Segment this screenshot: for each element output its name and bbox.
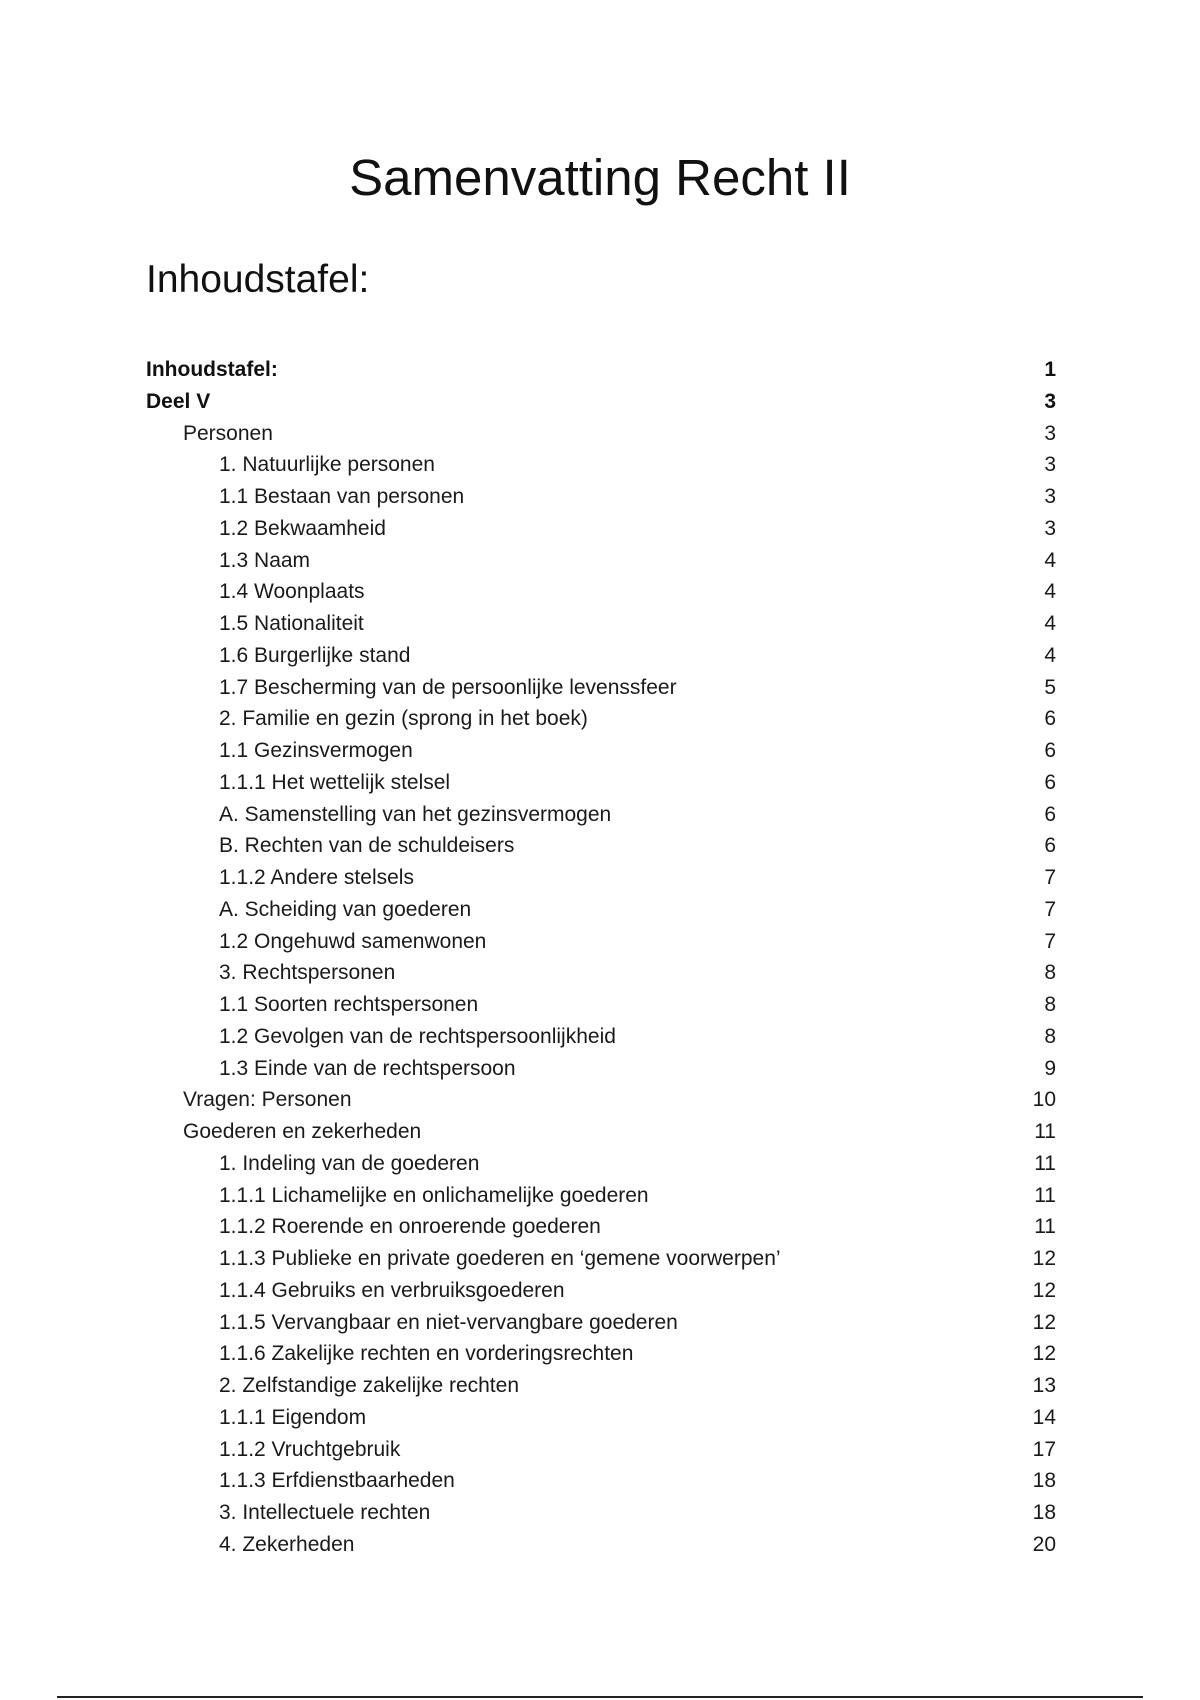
toc-entry[interactable] (146, 830, 1056, 862)
toc-entry-page-number[interactable]: 3 (1044, 453, 1056, 477)
toc-entry-title[interactable]: 1.3 Naam (219, 548, 311, 572)
toc-entry-page-number[interactable]: 8 (1044, 993, 1056, 1016)
toc-entry[interactable] (146, 418, 1056, 450)
toc-entry-page-number[interactable]: 12 (1032, 1247, 1056, 1270)
toc-entry-page-number[interactable]: 11 (1034, 1151, 1056, 1175)
toc-entry[interactable] (146, 576, 1056, 608)
toc-entry[interactable] (146, 608, 1056, 640)
toc-entry[interactable] (146, 640, 1056, 672)
toc-entry-page-number[interactable]: 10 (1032, 1088, 1056, 1112)
toc-entry[interactable] (146, 894, 1056, 926)
toc-entry-page-number[interactable]: 13 (1032, 1374, 1056, 1397)
toc-entry[interactable] (146, 1465, 1056, 1497)
toc-entry-page-number[interactable]: 18 (1032, 1469, 1056, 1493)
toc-entry-page-number[interactable]: 17 (1032, 1437, 1056, 1461)
toc-entry-page-number[interactable]: 6 (1044, 770, 1056, 794)
toc-entry-title[interactable]: 1.1.1 Eigendom (219, 1405, 367, 1429)
toc-entry[interactable] (146, 545, 1056, 577)
toc-entry-title[interactable]: B. Rechten van de schuldeisers (219, 834, 515, 858)
toc-entry-title[interactable]: 1.5 Nationaliteit (219, 612, 364, 635)
toc-entry-page-number[interactable]: 14 (1032, 1405, 1056, 1429)
toc-entry[interactable] (146, 449, 1056, 481)
toc-entry-page-number[interactable]: 3 (1044, 485, 1056, 508)
toc-entry-title[interactable]: 1.7 Bescherming van de persoonlijke levenssfeer (219, 675, 677, 699)
toc-entry-page-number[interactable]: 12 (1032, 1342, 1056, 1366)
toc-entry-title[interactable]: 3. Intellectuele rechten (219, 1501, 431, 1524)
toc-entry-page-number[interactable]: 3 (1044, 421, 1056, 445)
toc-entry-title[interactable]: 1.1.4 Gebruiks en verbruiksgoederen (219, 1278, 565, 1302)
toc-entry-page-number[interactable]: 12 (1032, 1278, 1056, 1302)
toc-entry-title[interactable]: 1.1.2 Vruchtgebruik (219, 1437, 401, 1461)
toc-entry-title[interactable]: 1.3 Einde van de rechtspersoon (219, 1056, 516, 1080)
table-of-contents (146, 354, 1056, 1561)
toc-entry[interactable] (146, 513, 1056, 545)
toc-entry-title[interactable]: 1.2 Gevolgen van de rechtspersoonlijkheid (219, 1024, 616, 1048)
toc-entry-title[interactable]: 2. Zelfstandige zakelijke rechten (219, 1374, 519, 1397)
toc-entry-page-number[interactable]: 5 (1044, 675, 1056, 699)
toc-entry[interactable] (146, 989, 1056, 1021)
toc-entry-title[interactable]: 1.1.3 Erfdienstbaarheden (219, 1469, 455, 1493)
toc-entry[interactable] (146, 1497, 1056, 1529)
toc-entry[interactable] (146, 672, 1056, 704)
toc-entry-page-number[interactable]: 11 (1034, 1183, 1056, 1207)
toc-entry-title[interactable]: Deel V (146, 389, 211, 413)
toc-entry-title[interactable]: 1.4 Woonplaats (219, 580, 365, 604)
toc-entry-page-number[interactable]: 11 (1034, 1215, 1056, 1239)
toc-entry[interactable] (146, 1529, 1056, 1561)
toc-entry[interactable] (146, 1338, 1056, 1370)
toc-entry-page-number[interactable]: 7 (1044, 897, 1056, 921)
toc-entry[interactable] (146, 1084, 1056, 1116)
toc-entry-title[interactable]: 1.1.2 Andere stelsels (219, 866, 414, 889)
toc-entry-page-number[interactable]: 4 (1044, 612, 1056, 635)
toc-entry[interactable] (146, 1370, 1056, 1402)
toc-entry[interactable] (146, 354, 1056, 386)
toc-entry-title[interactable]: A. Scheiding van goederen (219, 897, 472, 921)
toc-entry[interactable] (146, 1402, 1056, 1434)
toc-entry-title[interactable]: 2. Familie en gezin (sprong in het boek) (219, 707, 588, 731)
toc-entry[interactable] (146, 1434, 1056, 1466)
toc-entry-page-number[interactable]: 1 (1044, 358, 1056, 381)
toc-entry-page-number[interactable]: 20 (1032, 1532, 1056, 1556)
toc-entry-page-number[interactable]: 12 (1032, 1310, 1056, 1334)
toc-entry-title[interactable]: 1.1.3 Publieke en private goederen en ‘gemene voorwerpen’ (219, 1247, 781, 1270)
toc-entry-title[interactable]: 1.1.2 Roerende en onroerende goederen (219, 1215, 601, 1239)
toc-entry-page-number[interactable]: 3 (1044, 389, 1056, 413)
document-title: Samenvatting Recht II (349, 149, 851, 206)
toc-entry-page-number[interactable]: 8 (1044, 961, 1056, 985)
toc-entry-title[interactable]: 3. Rechtspersonen (219, 961, 396, 985)
toc-entry-page-number[interactable]: 7 (1044, 866, 1056, 889)
toc-entry[interactable] (146, 735, 1056, 767)
toc-entry[interactable] (146, 1180, 1056, 1212)
toc-entry-page-number[interactable]: 3 (1044, 516, 1056, 540)
toc-entry-page-number[interactable]: 11 (1034, 1120, 1056, 1143)
toc-entry[interactable] (146, 767, 1056, 799)
toc-entry-page-number[interactable]: 6 (1044, 707, 1056, 731)
toc-entry-title[interactable]: 1.1 Gezinsvermogen (219, 739, 413, 762)
toc-entry-title[interactable]: 1.1 Soorten rechtspersonen (219, 993, 479, 1016)
toc-entry-title[interactable]: 1.6 Burgerlijke stand (219, 643, 411, 667)
toc-entry-page-number[interactable]: 6 (1044, 834, 1056, 858)
toc-entry[interactable] (146, 1053, 1056, 1085)
toc-entry[interactable] (146, 386, 1056, 418)
toc-entry-title[interactable]: 1. Indeling van de goederen (219, 1151, 480, 1175)
toc-entry-title[interactable]: Inhoudstafel: (146, 358, 278, 381)
toc-entry[interactable] (146, 957, 1056, 989)
toc-entry-page-number[interactable]: 18 (1032, 1501, 1056, 1524)
toc-entry-title[interactable]: 1.1 Bestaan van personen (219, 485, 465, 508)
toc-entry-title[interactable]: 4. Zekerheden (219, 1532, 355, 1556)
toc-entry-page-number[interactable]: 7 (1044, 929, 1056, 953)
toc-entry-page-number[interactable]: 9 (1044, 1056, 1056, 1080)
toc-entry-title[interactable]: A. Samenstelling van het gezinsvermogen (219, 802, 612, 826)
toc-entry-title[interactable]: 1.1.5 Vervangbaar en niet-vervangbare goederen (219, 1310, 678, 1334)
toc-entry-page-number[interactable]: 8 (1044, 1024, 1056, 1048)
toc-entry-page-number[interactable]: 4 (1044, 643, 1056, 667)
toc-entry[interactable] (146, 1211, 1056, 1243)
toc-entry-page-number[interactable]: 4 (1044, 548, 1056, 572)
toc-entry[interactable] (146, 1275, 1056, 1307)
toc-entry[interactable] (146, 1021, 1056, 1053)
toc-entry[interactable] (146, 703, 1056, 735)
toc-entry-page-number[interactable]: 4 (1044, 580, 1056, 604)
toc-entry-title[interactable]: Personen (183, 421, 273, 445)
toc-entry-title[interactable]: 1.2 Bekwaamheid (219, 516, 386, 540)
toc-entry-title[interactable]: 1.1.1 Lichamelijke en onlichamelijke goederen (219, 1183, 649, 1207)
toc-entry-page-number[interactable]: 6 (1044, 802, 1056, 826)
toc-entry-title[interactable]: 1. Natuurlijke personen (219, 453, 435, 477)
toc-entry-title[interactable]: Vragen: Personen (183, 1088, 352, 1112)
toc-entry[interactable] (146, 1307, 1056, 1339)
toc-entry[interactable] (146, 799, 1056, 831)
toc-entry-title[interactable]: 1.1.1 Het wettelijk stelsel (219, 770, 451, 794)
toc-entry[interactable] (146, 481, 1056, 513)
page-bottom-rule (57, 1696, 1143, 1698)
toc-entry-title[interactable]: Goederen en zekerheden (183, 1120, 422, 1143)
toc-entry[interactable] (146, 1148, 1056, 1180)
toc-entry-page-number[interactable]: 6 (1044, 739, 1056, 762)
toc-heading: Inhoudstafel: (146, 258, 370, 301)
toc-entry-title[interactable]: 1.2 Ongehuwd samenwonen (219, 929, 487, 953)
toc-entry[interactable] (146, 1243, 1056, 1275)
toc-entry[interactable] (146, 926, 1056, 958)
toc-entry-title[interactable]: 1.1.6 Zakelijke rechten en vorderingsrechten (219, 1342, 634, 1366)
toc-entry[interactable] (146, 1116, 1056, 1148)
toc-entry[interactable] (146, 862, 1056, 894)
